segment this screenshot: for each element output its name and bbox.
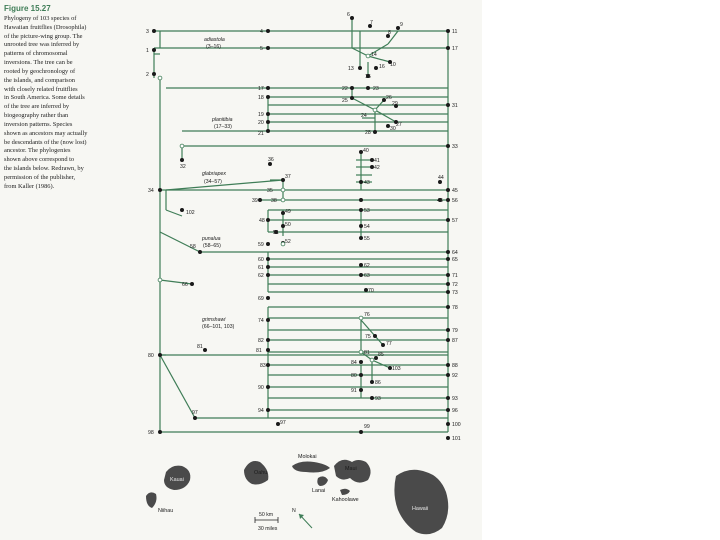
tree-branch (160, 355, 195, 418)
species-label: 42 (374, 165, 380, 171)
ancestral-node (281, 188, 285, 192)
species-label: 35 (267, 188, 273, 194)
species-label: 54 (364, 224, 370, 230)
species-label: 75 (365, 334, 371, 340)
tree-branch (375, 110, 396, 122)
species-label: 45 (452, 188, 458, 194)
group-name-punalua: punalua (202, 236, 221, 242)
species-node (366, 86, 369, 89)
species-label: 91 (351, 388, 357, 394)
species-node (370, 396, 373, 399)
caption-line: the islands, and comparison (4, 76, 75, 84)
species-node (374, 66, 377, 69)
species-node (359, 263, 362, 266)
species-node (446, 218, 449, 221)
species-label: 44 (438, 175, 444, 181)
island-hawaii (394, 470, 448, 535)
species-label: 41 (374, 158, 380, 164)
species-label: 53 (364, 208, 370, 214)
species-label: 57 (452, 218, 458, 224)
species-node (152, 48, 155, 51)
group-range-planitibia: (17–33) (214, 124, 232, 130)
island-molokai (292, 462, 330, 473)
species-node (446, 144, 449, 147)
scale-km-label: 50 km (259, 512, 274, 518)
species-label: 101 (452, 436, 461, 442)
species-label: 100 (452, 422, 461, 428)
species-label: 49 (285, 209, 291, 215)
species-label: 59 (258, 242, 264, 248)
species-label: 93 (375, 396, 381, 402)
species-node (381, 343, 384, 346)
species-label: 87 (452, 338, 458, 344)
species-label: 40 (363, 148, 369, 154)
species-label: 102 (186, 210, 195, 216)
species-label: 97 (280, 420, 286, 426)
ancestral-node (158, 278, 162, 282)
species-label: 93 (452, 396, 458, 402)
species-label: 78 (452, 305, 458, 311)
species-label: 15 (365, 74, 371, 80)
species-label: 5 (260, 46, 263, 52)
species-label: 94 (258, 408, 264, 414)
species-node (446, 422, 449, 425)
species-node (359, 180, 362, 183)
island-label-oahu: Oahu (254, 470, 268, 476)
caption-line: ancestor. The phylogenies (4, 147, 71, 155)
group-name-glabriapex: glabriapex (202, 171, 226, 177)
island-label-hawaii: Hawaii (412, 506, 429, 512)
species-label: 18 (258, 95, 264, 101)
species-label: 1 (146, 48, 149, 54)
species-label: 9 (400, 22, 403, 28)
island-label-kahoolawe: Kahoolawe (332, 497, 359, 503)
species-node (359, 388, 362, 391)
species-label: 62 (258, 273, 264, 279)
species-label: 81 (197, 344, 203, 350)
tree-branches (154, 18, 448, 432)
species-label: 74 (258, 318, 264, 324)
ancestral-node (180, 144, 184, 148)
species-label: 90 (258, 385, 264, 391)
species-label: 30 (390, 126, 396, 132)
species-label: 83 (260, 363, 266, 369)
species-node (350, 86, 353, 89)
species-label: 17 (258, 86, 264, 92)
species-label: 80 (351, 373, 357, 379)
caption-line: of the tree are inferred by (4, 103, 70, 111)
species-label: 28 (365, 130, 371, 136)
species-node (446, 373, 449, 376)
species-label: 32 (180, 164, 186, 170)
species-node (266, 120, 269, 123)
species-node (359, 236, 362, 239)
species-label: 103 (392, 366, 401, 372)
species-label: 79 (452, 328, 458, 334)
species-node (373, 130, 376, 133)
species-label: 63 (364, 273, 370, 279)
species-node (446, 328, 449, 331)
species-node (266, 348, 269, 351)
species-label: 64 (452, 250, 458, 256)
island-niihau (146, 492, 157, 508)
species-label: 84 (351, 360, 357, 366)
caption-line: inversions. The tree can be (4, 59, 73, 67)
species-label: 20 (258, 120, 264, 126)
species-node (446, 29, 449, 32)
island-label-niihau: Niihau (158, 508, 174, 514)
species-node (359, 208, 362, 211)
figure-title: Figure 15.27 (4, 4, 51, 13)
species-node (266, 363, 269, 366)
species-label: 26 (386, 95, 392, 101)
species-label: 52 (285, 239, 291, 245)
north-label: N (292, 508, 296, 514)
species-node (266, 86, 269, 89)
species-node (266, 296, 269, 299)
species-node (266, 129, 269, 132)
species-label: 13 (348, 66, 354, 72)
caption-line: Phylogeny of 103 species of (4, 15, 77, 22)
species-label: 97 (192, 410, 198, 416)
species-label: 76 (364, 312, 370, 318)
caption-line: shown as ancestors may actually (4, 129, 88, 137)
species-label: 50 (285, 222, 291, 228)
species-label: 23 (373, 86, 379, 92)
species-node (203, 348, 206, 351)
species-node (180, 208, 183, 211)
group-range-glabriapex: (34–57) (204, 179, 222, 185)
caption-line: patterns of chromosomal (4, 50, 68, 58)
island-kahoolawe (340, 489, 350, 495)
caption-line: the islands below. Redrawn, by (4, 165, 84, 173)
species-node (193, 416, 196, 419)
species-label: 55 (364, 236, 370, 242)
species-node (359, 360, 362, 363)
species-node (446, 363, 449, 366)
species-node (152, 72, 155, 75)
species-node (266, 112, 269, 115)
species-node (373, 334, 376, 337)
species-label: 60 (258, 257, 264, 263)
species-label: 8 (388, 30, 391, 36)
island-lanai (317, 476, 328, 486)
group-name-planitibia: planitibia (212, 117, 233, 123)
species-node (446, 198, 449, 201)
species-label: 98 (148, 430, 154, 436)
species-label: 80 (148, 353, 154, 359)
species-node (266, 29, 269, 32)
species-label: 85 (378, 352, 384, 358)
species-node (266, 95, 269, 98)
species-node (370, 380, 373, 383)
ancestral-node (158, 76, 162, 80)
tree-branch (372, 360, 390, 368)
species-label: 66 (182, 282, 188, 288)
species-node (266, 257, 269, 260)
species-node (158, 188, 161, 191)
species-node (446, 188, 449, 191)
species-label: 48 (259, 218, 265, 224)
species-label: 99 (364, 424, 370, 430)
caption-line: shown above correspond to (4, 156, 75, 164)
species-node (359, 198, 362, 201)
island-label-kauai: Kauai (170, 477, 184, 483)
species-label: 7 (370, 20, 373, 26)
species-node (152, 29, 155, 32)
species-node (446, 46, 449, 49)
species-label: 4 (260, 29, 263, 35)
ancestral-node (366, 54, 370, 58)
species-label: 34 (148, 188, 154, 194)
tree-branch (166, 180, 283, 190)
caption-line: biogeography rather than (4, 112, 69, 120)
species-label: 37 (285, 174, 291, 180)
ancestral-node (359, 316, 363, 320)
species-label: 16 (379, 64, 385, 70)
caption-line: rooted by geochronology of (4, 67, 76, 75)
species-node (198, 250, 201, 253)
species-label: 17 (452, 46, 458, 52)
species-node (266, 218, 269, 221)
species-node (359, 373, 362, 376)
tree-branch (166, 210, 182, 216)
species-label: 69 (258, 296, 264, 302)
ancestral-node (373, 108, 377, 112)
species-label: 27 (396, 122, 402, 128)
species-label: 72 (452, 282, 458, 288)
group-range-adiastola: (3–16) (206, 44, 221, 50)
map-scale-bar (255, 512, 278, 532)
caption-line: be descendants of the (now lost) (4, 138, 87, 146)
caption-line: from Kaller (1986). (4, 182, 55, 190)
species-label: 19 (258, 112, 264, 118)
species-label: 86 (375, 380, 381, 386)
species-node (266, 338, 269, 341)
species-node (266, 242, 269, 245)
species-label: 96 (452, 408, 458, 414)
group-name-adiastola: adiastola (204, 37, 225, 43)
species-node (359, 224, 362, 227)
caption-line: of the picture-wing group. The (4, 32, 83, 40)
species-label: 73 (452, 290, 458, 296)
caption-line: permission of the publisher, (4, 173, 76, 181)
species-label: 81 (256, 348, 262, 354)
species-node (446, 305, 449, 308)
island-label-maui: Maui (345, 466, 357, 472)
species-node (190, 282, 193, 285)
caption-line: in South America. Some details (4, 94, 85, 102)
species-label: 46 (437, 198, 443, 204)
species-node (350, 16, 353, 19)
species-label: 51 (273, 230, 279, 236)
species-label: 24 (361, 113, 367, 119)
ancestral-node (281, 198, 285, 202)
species-node (446, 103, 449, 106)
species-labels (146, 12, 461, 442)
species-label: 14 (371, 52, 377, 58)
species-label: 92 (452, 373, 458, 379)
species-node (359, 430, 362, 433)
species-label: 82 (258, 338, 264, 344)
group-name-grimshawi: grimshawi (202, 317, 226, 323)
species-node (446, 257, 449, 260)
species-node (446, 396, 449, 399)
group-range-punalua: (58–65) (203, 243, 221, 249)
species-label: 29 (392, 101, 398, 107)
species-label: 6 (347, 12, 350, 18)
species-label: 62 (364, 263, 370, 269)
species-node (266, 408, 269, 411)
species-label: 71 (452, 273, 458, 279)
species-label: 25 (342, 98, 348, 104)
species-label: 22 (342, 86, 348, 92)
species-label: 2 (146, 72, 149, 78)
species-label: 58 (190, 244, 196, 250)
species-label: 36 (268, 157, 274, 163)
species-node (446, 436, 449, 439)
species-node (266, 46, 269, 49)
species-label: 39 (252, 198, 258, 204)
species-label: 61 (258, 265, 264, 271)
species-node (446, 250, 449, 253)
species-label: 11 (452, 29, 458, 35)
caption-line: with closely related fruitflies (4, 85, 78, 93)
species-label: 3 (146, 29, 149, 35)
caption-line: Hawaiian fruitflies (Drosophila) (4, 23, 87, 31)
species-node (266, 318, 269, 321)
caption-line: unrooted tree was inferred by (4, 41, 80, 49)
species-node (158, 430, 161, 433)
north-arrow-icon (292, 508, 312, 528)
species-node (350, 96, 353, 99)
group-range-grimshawi: (66–101, 103) (202, 324, 235, 330)
species-label: 81 (364, 350, 370, 356)
island-label-lanai: Lanai (312, 488, 326, 494)
species-label: 33 (452, 144, 458, 150)
species-label: 21 (258, 131, 264, 137)
tree-nodes (152, 16, 449, 439)
species-node (446, 338, 449, 341)
species-label: 88 (452, 363, 458, 369)
species-node (266, 273, 269, 276)
species-node (446, 273, 449, 276)
species-label: 10 (390, 62, 396, 68)
species-label: 43 (364, 180, 370, 186)
tree-branch (352, 98, 375, 110)
species-label: 31 (452, 103, 458, 109)
species-label: 77 (386, 341, 392, 347)
group-labels (201, 37, 235, 330)
caption-line: inversion patterns. Species (4, 120, 73, 128)
island-map (146, 454, 448, 534)
species-node (180, 158, 183, 161)
species-node (358, 66, 361, 69)
island-label-molokai: Molokai (298, 454, 317, 460)
species-label: 65 (452, 257, 458, 263)
species-node (446, 282, 449, 285)
species-node (446, 408, 449, 411)
species-node (266, 265, 269, 268)
species-label: 38 (271, 198, 277, 204)
species-node (446, 290, 449, 293)
species-node (359, 273, 362, 276)
species-label: 70 (368, 288, 374, 294)
ancestral-node (359, 350, 363, 354)
species-node (158, 353, 161, 356)
species-label: 56 (452, 198, 458, 204)
species-node (258, 198, 261, 201)
species-node (266, 385, 269, 388)
scale-miles-label: 30 miles (258, 526, 278, 532)
ancestral-node (370, 358, 374, 362)
